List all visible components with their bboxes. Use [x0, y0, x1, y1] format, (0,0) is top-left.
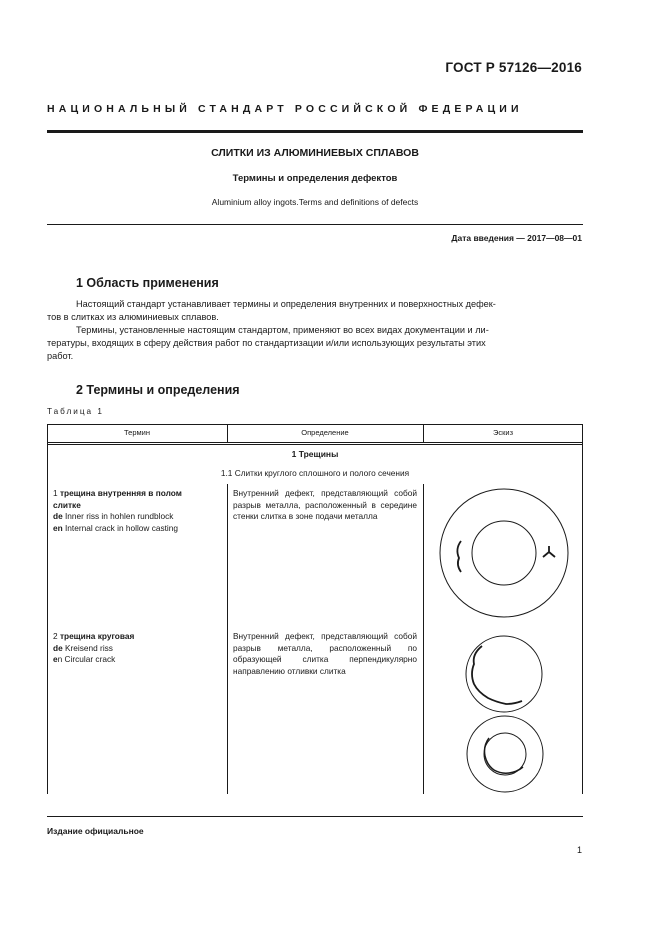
header-divider-2	[423, 424, 424, 442]
para2-line2: тературы, входящих в сферу действия работ по стандартизации и/или использующих результаты этих	[47, 338, 486, 348]
para1-line1: Настоящий стандарт устанавливает термины и определения внутренних и поверхностных дефек-	[76, 299, 496, 309]
column-header-term: Термин	[124, 428, 150, 437]
table-subsection-title: 1.1 Слитки круглого сплошного и полого сечения	[220, 468, 410, 478]
header-bottom-rule-2	[47, 444, 583, 445]
page-number: 1	[576, 845, 582, 855]
sketch-circular-crack-solid	[462, 632, 546, 716]
definition-row-1: Внутренний дефект, представляющий собой разрыв металла, расположенный в середине стенки слитка в зоне подачи металла	[233, 488, 417, 521]
term-1-russian-line2: слитке	[53, 499, 81, 510]
term-row-1	[53, 488, 221, 534]
term-2-en-prefix: e	[53, 654, 58, 664]
term-1-german: Inner riss in hohlen rundblock	[65, 511, 174, 521]
section-1-paragraph-2	[47, 324, 583, 363]
sketch-1-inner-circle	[472, 521, 536, 585]
para2-line3: работ.	[47, 351, 74, 361]
document-title: СЛИТКИ ИЗ АЛЮМИНИЕВЫХ СПЛАВОВ	[211, 147, 419, 159]
para1-line2: тов в слитках из алюминиевых сплавов.	[47, 312, 219, 322]
definition-row-2: Внутренний дефект, представляющий собой разрыв металла, расположенный по образующей слитка перпендикулярно направлению отливки слитка	[233, 631, 417, 676]
term-1-de-prefix: de	[53, 511, 63, 521]
sketch-1-left-crack	[457, 541, 461, 572]
term-2-number: 2	[53, 631, 58, 641]
sketch-3-outer-circle	[467, 716, 543, 792]
title-divider	[47, 224, 583, 225]
table-caption: Таблица 1	[47, 407, 104, 416]
national-standard-heading: НАЦИОНАЛЬНЫЙ СТАНДАРТ РОССИЙСКОЙ ФЕДЕРАЦИИ	[47, 103, 523, 115]
document-english-title: Aluminium alloy ingots.Terms and definitions of defects	[211, 197, 419, 207]
section-2-heading: 2 Термины и определения	[76, 383, 240, 397]
header-divider	[47, 130, 583, 133]
term-1-russian-line1: трещина внутренняя в полом	[59, 488, 182, 498]
term-1-number: 1	[53, 488, 58, 498]
section-1-heading: 1 Область применения	[76, 276, 219, 290]
term-row-2	[53, 631, 221, 666]
header-bottom-rule-1	[47, 442, 583, 443]
term-2-german: Kreisend riss	[65, 642, 113, 653]
body-divider-1	[227, 484, 228, 794]
sketch-2-arc-crack	[472, 646, 522, 704]
para2-line1: Термины, установленные настоящим стандартом, применяют во всех видах документации и ли-	[76, 325, 489, 335]
sketch-circular-crack-hollow	[463, 712, 547, 796]
term-1-en-prefix: en	[53, 522, 63, 533]
column-header-sketch: Эскиз	[492, 428, 514, 437]
sketch-2-outer-circle	[466, 636, 542, 712]
term-2-russian: трещина круговая	[59, 631, 135, 641]
term-1-english: Internal crack in hollow casting	[65, 522, 178, 533]
introduction-date: Дата введения — 2017—08—01	[451, 233, 582, 243]
term-2-de-prefix: de	[53, 642, 63, 653]
column-header-definition: Определение	[301, 428, 349, 437]
sketch-1-right-crack	[543, 546, 555, 557]
header-divider-1	[227, 424, 228, 442]
term-2-english: n Circular crack	[57, 654, 116, 664]
document-code: ГОСТ Р 57126—2016	[445, 60, 582, 75]
footer-divider	[47, 816, 583, 817]
sketch-3-arc-crack	[485, 738, 524, 773]
official-edition-label: Издание официальное	[47, 826, 144, 836]
document-subtitle: Термины и определения дефектов	[232, 173, 398, 184]
body-divider-2	[423, 484, 424, 794]
section-1-paragraph-1	[47, 298, 583, 324]
sketch-internal-crack-hollow	[437, 486, 571, 620]
table-section-title: 1 Трещины	[291, 449, 339, 459]
